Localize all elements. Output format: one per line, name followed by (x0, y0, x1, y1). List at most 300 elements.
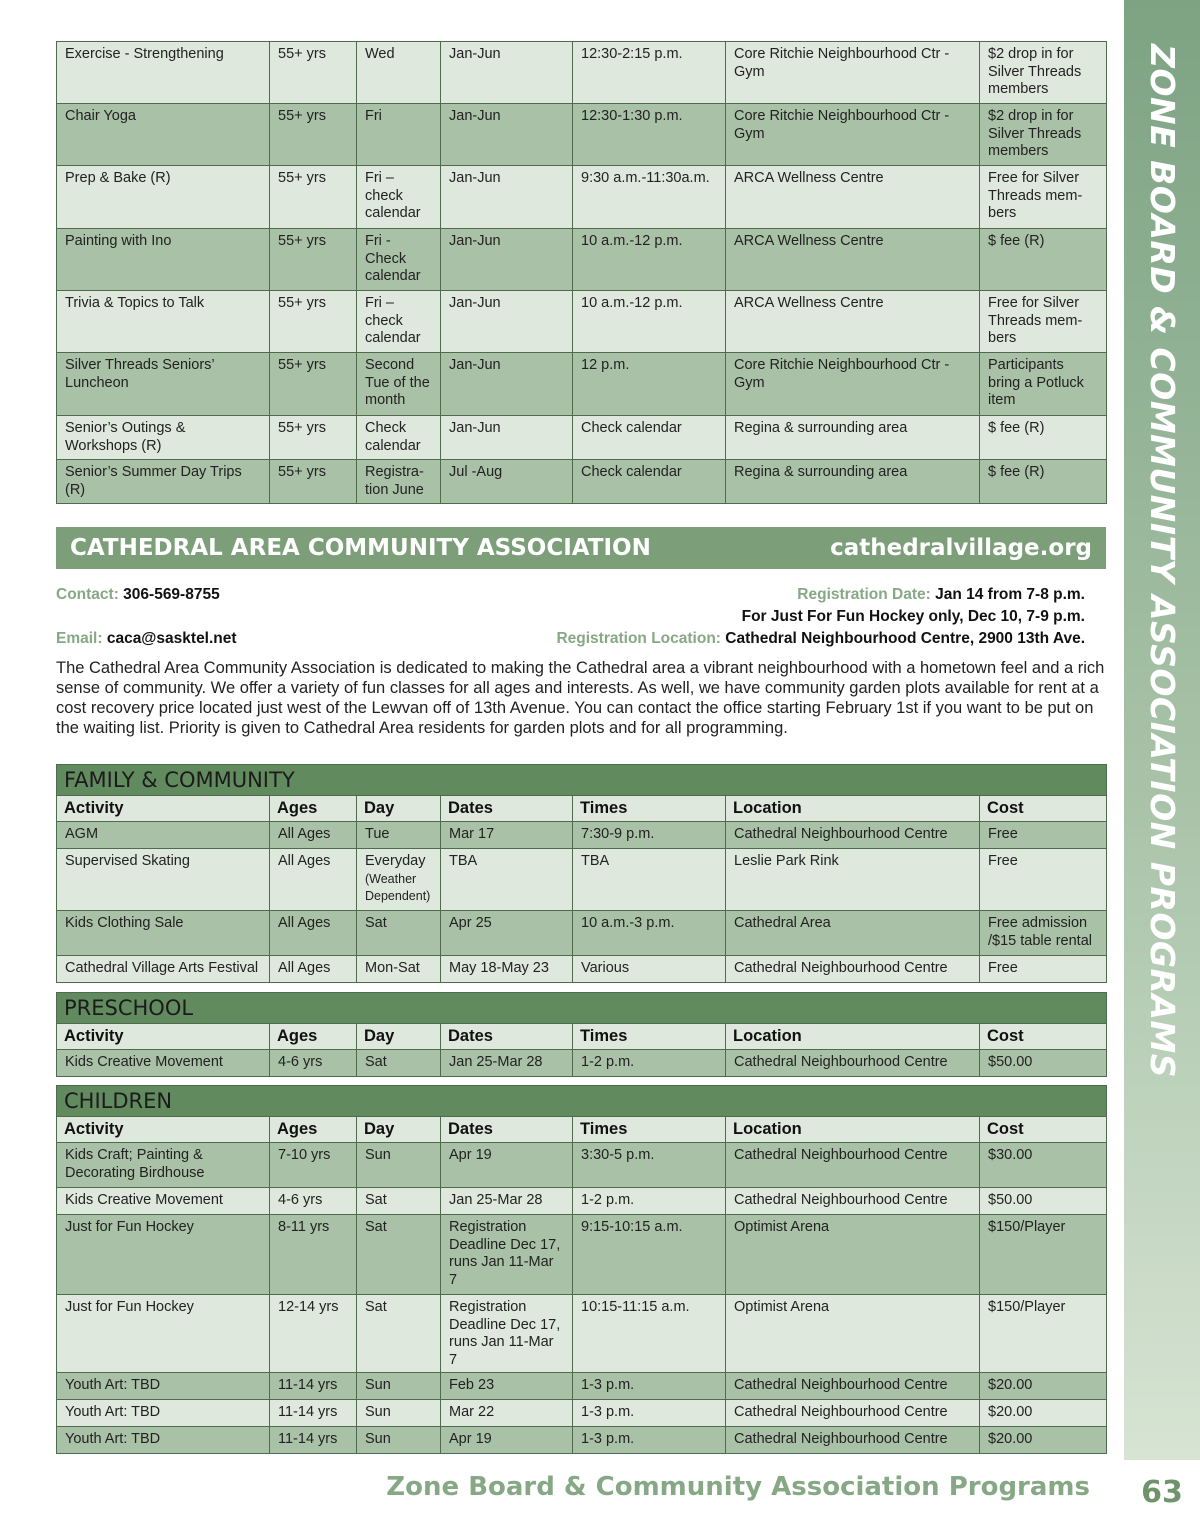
cell-text: 3:30-5 p.m. (581, 1147, 655, 1163)
cell-text: 1-2 p.m. (581, 1192, 635, 1208)
cell-text: Exercise - Strengthening (65, 46, 224, 62)
table-cell (726, 1373, 980, 1400)
table-cell (357, 166, 441, 229)
table-cell (980, 956, 1107, 983)
association-description: The Cathedral Area Community Association is dedicated to making the Cathedral area a vibrant neighbourhood with a hometown feel and a rich sense of community. We offer a variety of fun classes for all ages and interests. As well, we have community garden plots available for rent at a cost recovery price located just west of the Lewvan off of 13th Avenue. You can contact the office starting February 1st if you want to be put on the waiting list. Priority is given to Cathedral Area residents for garden plots and for all programming. (56, 659, 1105, 737)
cell-text: 10 a.m.-12 p.m. (581, 295, 683, 311)
cell-text: All Ages (278, 826, 331, 842)
table-cell (573, 104, 726, 166)
association-banner (56, 527, 1106, 569)
cell-text: Everyday (365, 853, 426, 869)
table-cell (57, 1295, 270, 1373)
cell-text: Core Ritchie Neighbourhood Ctr - Gym (734, 357, 950, 391)
family-community-table (56, 764, 1107, 983)
cell-text: 4-6 yrs (278, 1054, 323, 1070)
column-header: Location (726, 1024, 980, 1050)
table-cell (980, 166, 1107, 229)
cell-text: Jan-Jun (449, 233, 501, 249)
cell-text: Check calendar (581, 464, 682, 480)
table-cell (441, 42, 573, 104)
contact-label: Contact: (56, 586, 119, 603)
cell-text: 12-14 yrs (278, 1299, 339, 1315)
table-cell (441, 1400, 573, 1427)
table-cell (270, 1295, 357, 1373)
cell-text: ARCA Wellness Centre (734, 233, 884, 249)
table-cell (357, 849, 441, 911)
cell-text: ARCA Wellness Centre (734, 170, 884, 186)
cell-text: Optimist Arena (734, 1299, 830, 1315)
cell-text: 1-2 p.m. (581, 1054, 635, 1070)
table-cell (441, 956, 573, 983)
table-cell (726, 849, 980, 911)
table-cell (270, 353, 357, 416)
table-cell (270, 166, 357, 229)
column-header: Activity (57, 1117, 270, 1143)
cell-text: Senior’s Outings & Workshops (R) (65, 420, 186, 454)
table-cell (270, 911, 357, 956)
contact-phone: 306-569-8755 (123, 586, 220, 603)
table-cell (270, 1188, 357, 1215)
table-cell (357, 42, 441, 104)
table-cell (357, 1215, 441, 1295)
cell-text: Sat (365, 1192, 387, 1208)
table-cell (726, 1400, 980, 1427)
table-row (57, 1295, 1107, 1373)
cell-text: Free (988, 853, 1018, 869)
table-cell (270, 1373, 357, 1400)
cell-text: $150/Player (988, 1299, 1066, 1315)
table-cell (357, 104, 441, 166)
cell-text: 8-11 yrs (278, 1219, 330, 1235)
table-cell (57, 42, 270, 104)
cell-text: ARCA Wellness Centre (734, 295, 884, 311)
registration-date-line (797, 585, 1085, 605)
table-cell (980, 104, 1107, 166)
table-row (57, 42, 1107, 104)
email-label: Email: (56, 630, 103, 647)
table-cell (270, 1427, 357, 1454)
table-row (57, 911, 1107, 956)
table-cell (270, 460, 357, 504)
cell-text: Apr 19 (449, 1431, 492, 1447)
cell-text: 1-3 p.m. (581, 1431, 635, 1447)
cell-text: Regina & surrounding area (734, 464, 908, 480)
table-cell (726, 822, 980, 849)
table-cell (573, 1050, 726, 1077)
table-row (57, 1215, 1107, 1295)
registration-date-value: Jan 14 from 7-8 p.m. (935, 586, 1085, 603)
table-cell (270, 1400, 357, 1427)
table-cell (441, 1050, 573, 1077)
column-header: Day (357, 796, 441, 822)
footer-title: Zone Board & Community Association Programs (386, 1472, 1090, 1502)
cell-text: Feb 23 (449, 1377, 495, 1393)
cell-text: Fri - Check calendar (365, 233, 421, 284)
column-header: Ages (270, 1024, 357, 1050)
table-cell (573, 849, 726, 911)
table-cell (441, 229, 573, 291)
column-header: Dates (441, 796, 573, 822)
table-cell (441, 911, 573, 956)
cell-text: Jul -Aug (449, 464, 503, 480)
preschool-table (56, 992, 1107, 1077)
table-cell (726, 166, 980, 229)
table-cell (980, 353, 1107, 416)
cell-text: Check calendar (365, 420, 421, 454)
table-cell (980, 1400, 1107, 1427)
cell-text: All Ages (278, 915, 331, 931)
table-cell (357, 1373, 441, 1400)
cell-text: Apr 25 (449, 915, 492, 931)
table-cell (270, 1143, 357, 1188)
table-cell (726, 229, 980, 291)
cell-text: 12 p.m. (581, 357, 630, 373)
table-cell (980, 1427, 1107, 1454)
cell-text: All Ages (278, 853, 331, 869)
table-row (57, 822, 1107, 849)
cell-text: Registration Deadline Dec 17, runs Jan 11-Mar 7 (449, 1219, 561, 1288)
table-cell (57, 849, 270, 911)
table-cell (573, 1373, 726, 1400)
cell-text: Sun (365, 1404, 391, 1420)
registration-date-label: Registration Date: (797, 586, 931, 603)
column-header: Cost (980, 1024, 1107, 1050)
cell-text: Core Ritchie Neighbourhood Ctr - Gym (734, 46, 950, 80)
table-cell (441, 1427, 573, 1454)
cell-text: Jan-Jun (449, 108, 501, 124)
table-cell (441, 291, 573, 353)
table-cell (573, 956, 726, 983)
table-cell (441, 1188, 573, 1215)
table-cell (980, 1143, 1107, 1188)
table-cell (573, 353, 726, 416)
table-cell (57, 166, 270, 229)
column-header: Dates (441, 1024, 573, 1050)
cell-text: 1-3 p.m. (581, 1377, 635, 1393)
cell-text: Jan 25-Mar 28 (449, 1192, 543, 1208)
cell-text: Cathedral Neighbourhood Centre (734, 960, 948, 976)
column-header: Day (357, 1117, 441, 1143)
association-website[interactable]: cathedralvillage.org (830, 535, 1092, 561)
cell-text: All Ages (278, 960, 331, 976)
cell-text: Painting with Ino (65, 233, 172, 249)
table-cell (726, 1188, 980, 1215)
table-cell (57, 460, 270, 504)
table-cell (441, 849, 573, 911)
cell-text: 1-3 p.m. (581, 1404, 635, 1420)
table-cell (57, 1188, 270, 1215)
table-row (57, 166, 1107, 229)
table-cell (57, 911, 270, 956)
page-number: 63 (1124, 1460, 1200, 1538)
table-cell (980, 229, 1107, 291)
table-cell (980, 42, 1107, 104)
table-cell (573, 42, 726, 104)
table-cell (980, 1215, 1107, 1295)
cell-text: 11-14 yrs (278, 1431, 338, 1447)
table-cell (57, 291, 270, 353)
table-cell (57, 1373, 270, 1400)
column-header: Location (726, 796, 980, 822)
table-row (57, 1400, 1107, 1427)
cell-text: Cathedral Neighbourhood Centre (734, 1147, 948, 1163)
cell-text: 55+ yrs (278, 295, 326, 311)
table-cell (726, 1143, 980, 1188)
cell-text: 55+ yrs (278, 357, 326, 373)
email-line (56, 629, 237, 649)
cell-text: 4-6 yrs (278, 1192, 323, 1208)
table-cell (441, 460, 573, 504)
table-cell (357, 1050, 441, 1077)
table-row (57, 1427, 1107, 1454)
cell-text: Free (988, 960, 1018, 976)
table-row (57, 416, 1107, 460)
cell-text: Core Ritchie Neighbourhood Ctr - Gym (734, 108, 950, 142)
cell-text: Jan-Jun (449, 295, 501, 311)
table-cell (270, 1215, 357, 1295)
cell-text: Just for Fun Hockey (65, 1219, 194, 1235)
registration-location-line (556, 629, 1085, 649)
table-cell (270, 42, 357, 104)
table-cell (270, 956, 357, 983)
table-cell (357, 1400, 441, 1427)
table-cell (441, 1373, 573, 1400)
cell-text: Supervised Skating (65, 853, 190, 869)
children-table (56, 1085, 1107, 1454)
cell-text: Cathedral Neighbourhood Centre (734, 1431, 948, 1447)
table-cell (441, 416, 573, 460)
table-row (57, 291, 1107, 353)
table-row (57, 1373, 1107, 1400)
table-cell (57, 104, 270, 166)
table-cell (270, 416, 357, 460)
table-cell (357, 1295, 441, 1373)
cell-text: $20.00 (988, 1431, 1033, 1447)
column-header: Location (726, 1117, 980, 1143)
table-cell (980, 911, 1107, 956)
section-title-children: CHILDREN (57, 1086, 1107, 1117)
table-cell (357, 416, 441, 460)
cell-text: 7:30-9 p.m. (581, 826, 655, 842)
table-cell (573, 460, 726, 504)
table-cell (573, 1427, 726, 1454)
table-row (57, 1188, 1107, 1215)
table-cell (57, 1143, 270, 1188)
cell-text: Wed (365, 46, 395, 62)
cell-text: Cathedral Neighbourhood Centre (734, 1054, 948, 1070)
table-cell (980, 291, 1107, 353)
table-cell (573, 1215, 726, 1295)
cell-text: Sat (365, 1219, 387, 1235)
table-row (57, 104, 1107, 166)
table-cell (726, 104, 980, 166)
association-name: CATHEDRAL AREA COMMUNITY ASSOCIATION (70, 535, 651, 561)
cell-text: $50.00 (988, 1192, 1033, 1208)
table-cell (57, 353, 270, 416)
table-cell (980, 460, 1107, 504)
cell-text: $20.00 (988, 1404, 1033, 1420)
cell-text: 55+ yrs (278, 46, 326, 62)
cell-text: 12:30-1:30 p.m. (581, 108, 683, 124)
cell-text: 10 a.m.-12 p.m. (581, 233, 683, 249)
cell-text: $ fee (R) (988, 464, 1045, 480)
table-cell (357, 1188, 441, 1215)
cell-text: 55+ yrs (278, 420, 326, 436)
table-cell (980, 849, 1107, 911)
table-cell (573, 229, 726, 291)
column-header: Ages (270, 1117, 357, 1143)
table-cell (980, 1188, 1107, 1215)
cell-text: $2 drop in for Silver Threads members (988, 108, 1082, 159)
table-cell (57, 1427, 270, 1454)
column-header: Times (573, 1117, 726, 1143)
cell-text: Regina & surrounding area (734, 420, 908, 436)
cell-text: Jan-Jun (449, 357, 501, 373)
table-cell (357, 956, 441, 983)
table-cell (980, 1295, 1107, 1373)
cell-text: 10 a.m.-3 p.m. (581, 915, 675, 931)
cell-text: 7-10 yrs (278, 1147, 331, 1163)
registration-location-value: Cathedral Neighbourhood Centre, 2900 13th Ave. (725, 630, 1085, 647)
table-row (57, 229, 1107, 291)
table-cell (726, 353, 980, 416)
column-header: Times (573, 796, 726, 822)
column-header: Ages (270, 796, 357, 822)
table-cell (357, 1143, 441, 1188)
cell-text: Cathedral Neighbourhood Centre (734, 1192, 948, 1208)
cell-text: Trivia & Topics to Talk (65, 295, 205, 311)
table-cell (980, 1050, 1107, 1077)
cell-text: 11-14 yrs (278, 1404, 338, 1420)
cell-text: Apr 19 (449, 1147, 492, 1163)
sidebar-title: ZONE BOARD & COMMUNITY ASSOCIATION PROGRAMS (1143, 44, 1182, 1079)
table-cell (357, 822, 441, 849)
table-cell (57, 229, 270, 291)
table-cell (270, 822, 357, 849)
cell-text: $150/Player (988, 1219, 1066, 1235)
table-cell (441, 1143, 573, 1188)
email-address[interactable]: caca@sasktel.net (106, 630, 237, 647)
cell-text: 12:30-2:15 p.m. (581, 46, 683, 62)
cell-text: Check calendar (581, 420, 682, 436)
column-header: Cost (980, 1117, 1107, 1143)
table-cell (57, 1400, 270, 1427)
cell-text: May 18-May 23 (449, 960, 549, 976)
table-cell (726, 460, 980, 504)
cell-text: Mar 22 (449, 1404, 495, 1420)
cell-text: Cathedral Village Arts Festival (65, 960, 259, 976)
table-cell (726, 1050, 980, 1077)
table-row (57, 353, 1107, 416)
cell-text: 9:30 a.m.-11:30a.m. (581, 170, 710, 186)
table-cell (726, 291, 980, 353)
table-cell (573, 416, 726, 460)
table-cell (726, 1215, 980, 1295)
table-cell (270, 849, 357, 911)
table-cell (357, 911, 441, 956)
table-cell (270, 229, 357, 291)
table-cell (726, 911, 980, 956)
registration-location-label: Registration Location: (556, 630, 721, 647)
cell-text: Tue (365, 826, 390, 842)
table-cell (726, 42, 980, 104)
cell-text: Senior’s Summer Day Trips (R) (65, 464, 242, 498)
cell-text: TBA (581, 853, 610, 869)
table-row (57, 460, 1107, 504)
cell-text: Registra-tion June (365, 464, 424, 498)
column-header: Times (573, 1024, 726, 1050)
cell-text: 10:15-11:15 a.m. (581, 1299, 690, 1315)
cell-text: Optimist Arena (734, 1219, 830, 1235)
table-cell (270, 104, 357, 166)
cell-text: Sat (365, 1054, 387, 1070)
registration-date-extra: For Just For Fun Hockey only, Dec 10, 7-9 p.m. (741, 608, 1085, 625)
table-cell (357, 460, 441, 504)
cell-text: Various (581, 960, 630, 976)
table-cell (57, 1050, 270, 1077)
cell-text: Cathedral Neighbourhood Centre (734, 1404, 948, 1420)
table-cell (357, 229, 441, 291)
cell-text: Participants bring a Potluck item (988, 357, 1084, 408)
cell-text: Leslie Park Rink (734, 853, 839, 869)
cell-text: $ fee (R) (988, 420, 1045, 436)
table-cell (573, 1295, 726, 1373)
cell-text: Sun (365, 1377, 391, 1393)
contact-line (56, 585, 220, 605)
table-cell (357, 291, 441, 353)
cell-text: Sun (365, 1431, 391, 1447)
cell-text: 55+ yrs (278, 170, 326, 186)
table-cell (573, 822, 726, 849)
cell-text: Free for Silver Threads mem-bers (988, 295, 1083, 346)
column-header: Day (357, 1024, 441, 1050)
cell-text: Sat (365, 1299, 387, 1315)
table-cell (980, 822, 1107, 849)
table-cell (573, 911, 726, 956)
cell-text: Kids Creative Movement (65, 1054, 223, 1070)
table-cell (573, 1188, 726, 1215)
table-cell (357, 1427, 441, 1454)
cell-text: 11-14 yrs (278, 1377, 338, 1393)
column-header: Cost (980, 796, 1107, 822)
table-cell (726, 956, 980, 983)
cell-text: Silver Threads Seniors’ Luncheon (65, 357, 215, 391)
table-cell (573, 291, 726, 353)
cell-text: Cathedral Area (734, 915, 831, 931)
table-cell (573, 1400, 726, 1427)
table-cell (726, 1295, 980, 1373)
table-cell (441, 104, 573, 166)
section-title-preschool: PRESCHOOL (57, 993, 1107, 1024)
table-cell (441, 822, 573, 849)
cell-text: $30.00 (988, 1147, 1033, 1163)
cell-text: Free admission /$15 table rental (988, 915, 1092, 949)
table-cell (441, 353, 573, 416)
table-row (57, 1143, 1107, 1188)
cell-text: AGM (65, 826, 99, 842)
cell-text: $20.00 (988, 1377, 1033, 1393)
cell-text: Jan-Jun (449, 420, 501, 436)
table-row (57, 1050, 1107, 1077)
cell-text: Cathedral Neighbourhood Centre (734, 826, 948, 842)
cell-text: Youth Art: TBD (65, 1377, 161, 1393)
cell-text: Fri – check calendar (365, 295, 421, 346)
cell-text: Jan-Jun (449, 170, 501, 186)
cell-text: Just for Fun Hockey (65, 1299, 194, 1315)
table-cell (441, 1295, 573, 1373)
table-cell (57, 822, 270, 849)
table-cell (270, 1050, 357, 1077)
